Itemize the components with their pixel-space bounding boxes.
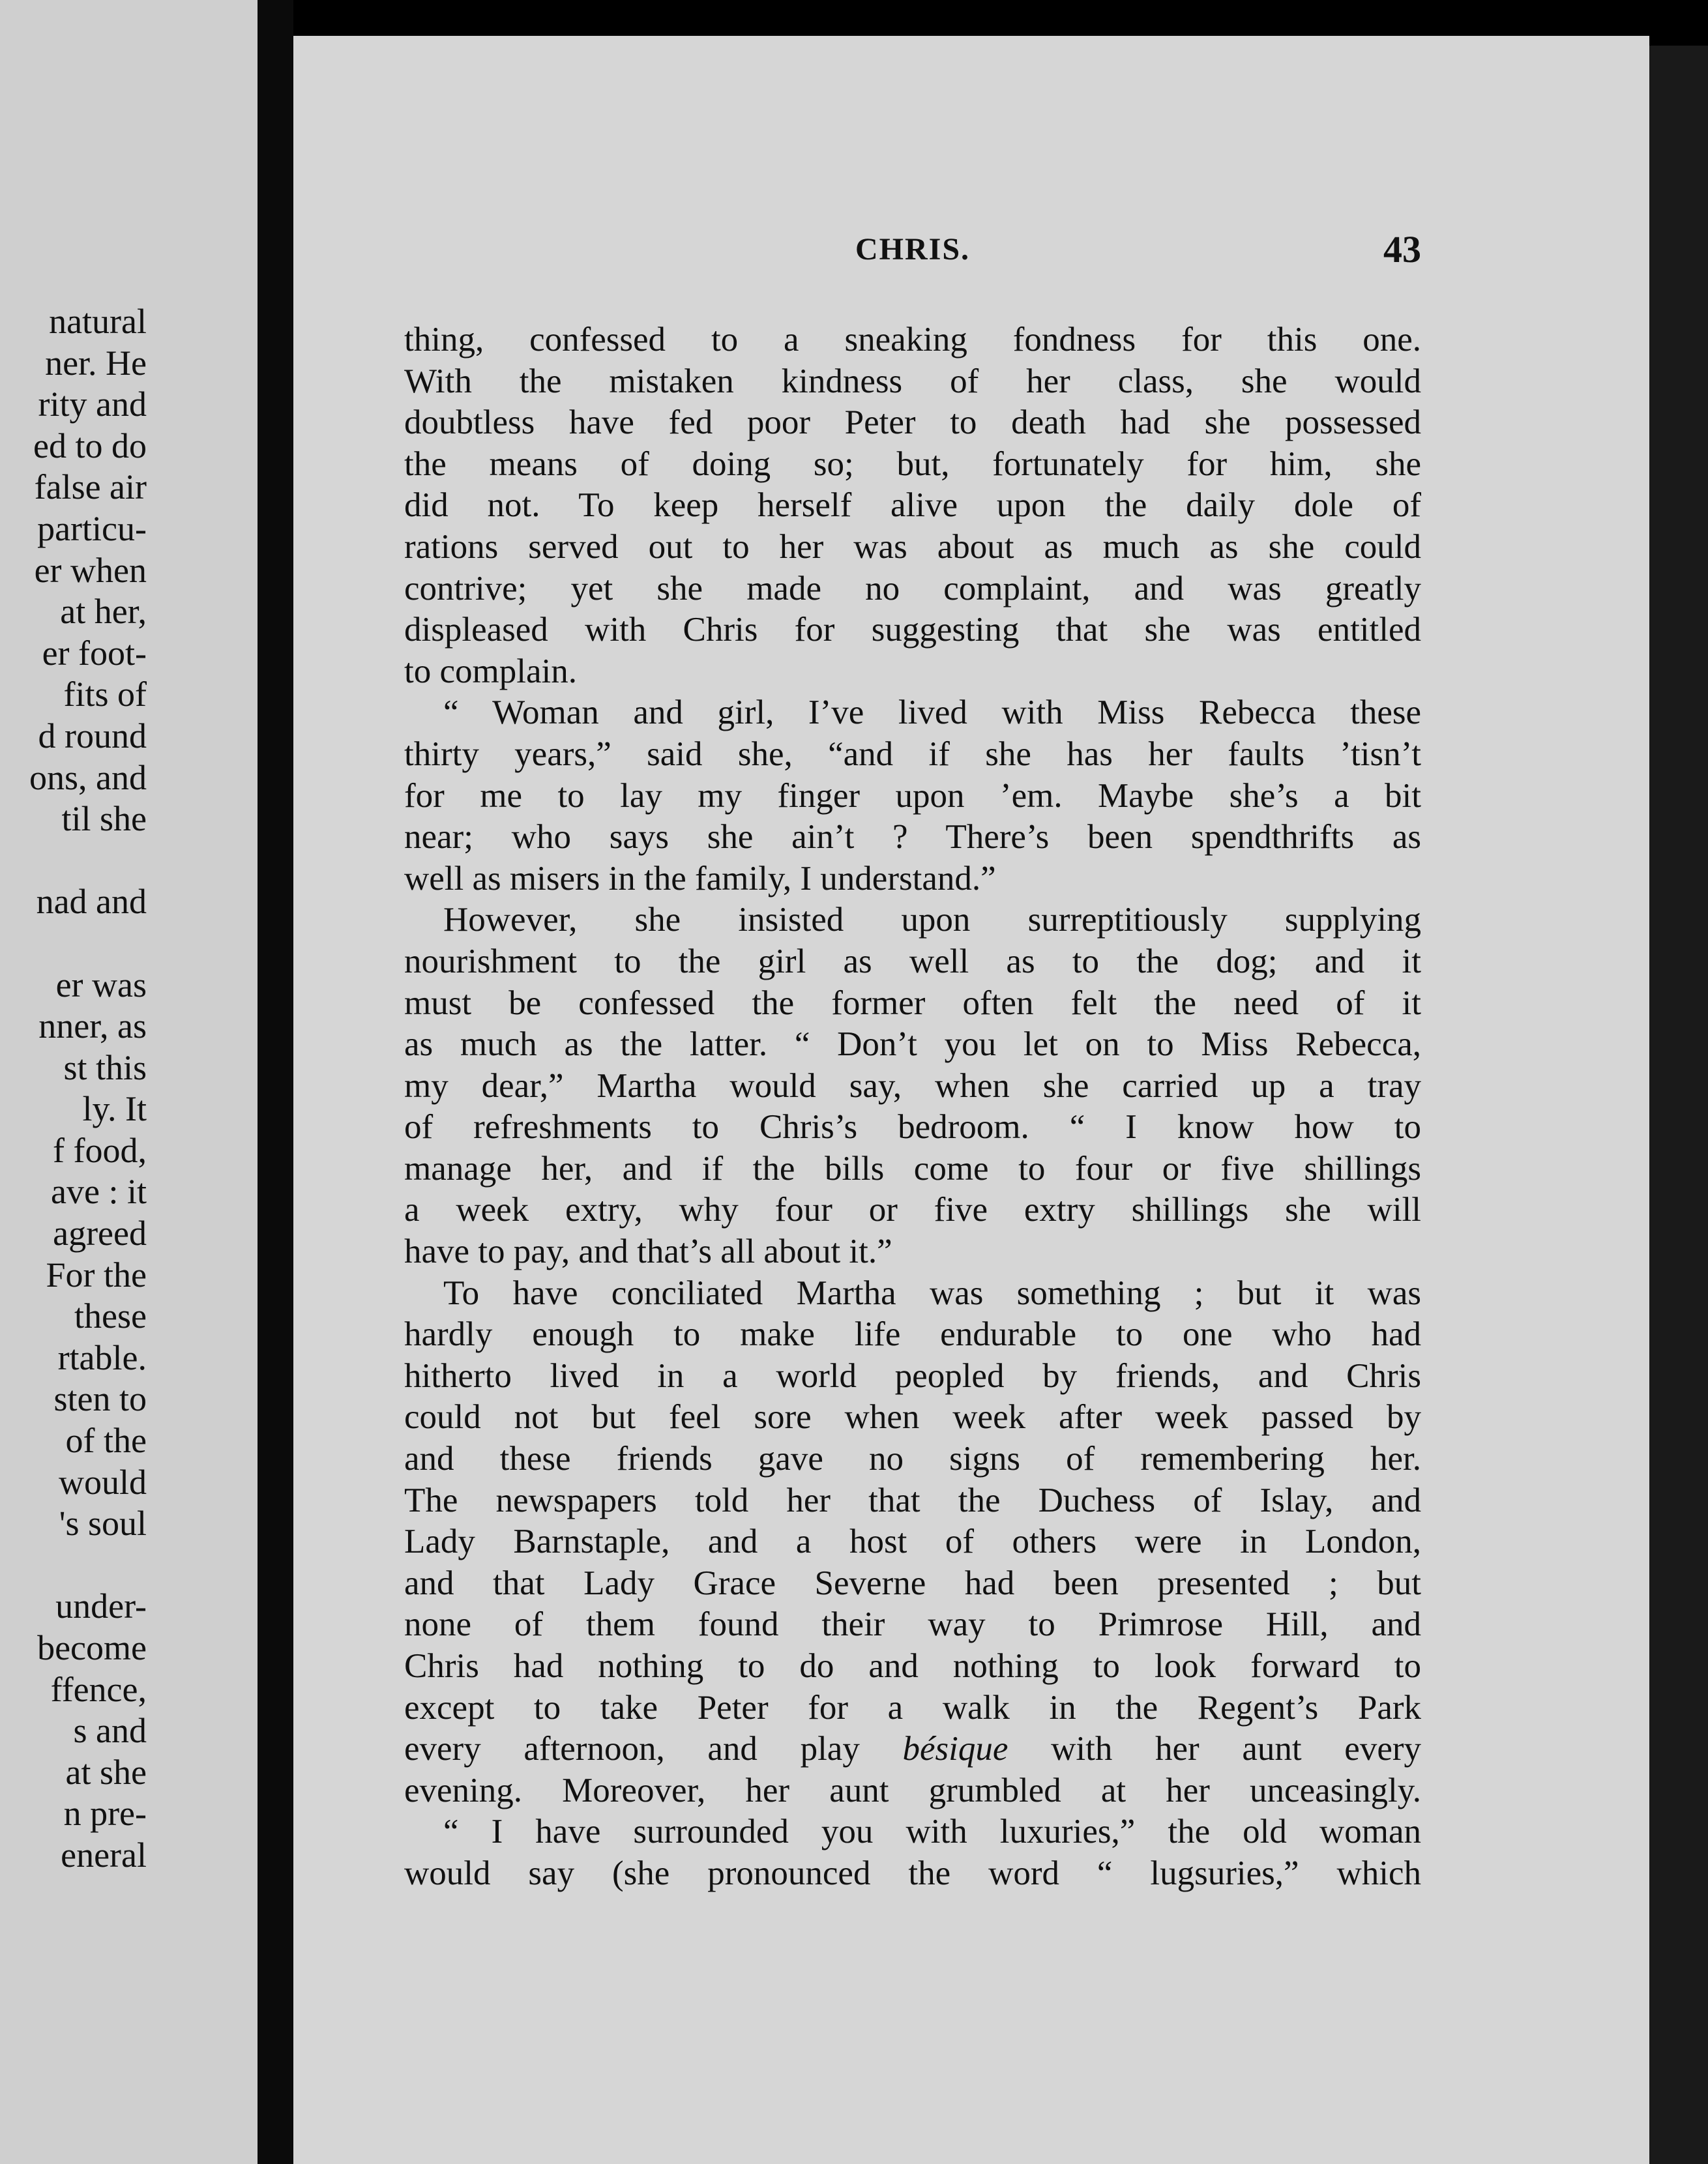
page-number: 43 xyxy=(1383,228,1421,270)
facing-page-line xyxy=(0,923,147,965)
text-line: could not but feel sore when week after week passed by xyxy=(404,1398,1421,1437)
facing-page-line: these xyxy=(74,1296,147,1336)
facing-page-line: nad and xyxy=(36,882,147,922)
italic-term: bésique xyxy=(902,1730,1009,1768)
text-line: for me to lay my finger upon ’em. Maybe she’s a bit xyxy=(404,776,1421,815)
facing-page-line: false air xyxy=(34,467,147,507)
text-line: To have conciliated Martha was something ; but it was xyxy=(443,1274,1421,1312)
text-line xyxy=(404,1729,1421,1770)
facing-page-line: ave : it xyxy=(51,1172,147,1212)
book-gutter xyxy=(258,0,293,2164)
text-segment: every afternoon, and play xyxy=(404,1730,860,1768)
facing-page-line: nner, as xyxy=(38,1006,147,1046)
text-segment: with her aunt every xyxy=(1051,1730,1421,1768)
page-body xyxy=(404,319,1421,1895)
text-line: to complain. xyxy=(404,652,577,690)
text-line: near; who says she ain’t ? There’s been spendthrifts as xyxy=(404,818,1421,856)
facing-page-line: at she xyxy=(65,1752,147,1792)
text-line: rations served out to her was about as much as she could xyxy=(404,527,1421,566)
facing-page-line: ner. He xyxy=(45,343,147,383)
text-line: have to pay, and that’s all about it.” xyxy=(404,1233,892,1271)
facing-page-line: at her, xyxy=(60,592,147,632)
text-line: would say (she pronounced the word “ lugsuries,” which xyxy=(404,1854,1421,1892)
facing-page-line: til she xyxy=(61,799,147,839)
facing-page-line: d round xyxy=(38,716,147,755)
text-line: “ Woman and girl, I’ve lived with Miss Rebecca these xyxy=(443,694,1421,732)
text-line: “ I have surrounded you with luxuries,” the old woman xyxy=(443,1813,1421,1851)
text-line: Chris had nothing to do and nothing to look forward to xyxy=(404,1647,1421,1685)
text-line: and that Lady Grace Severne had been presented ; but xyxy=(404,1564,1421,1602)
facing-page-line: For the xyxy=(46,1255,147,1294)
facing-page-line: particu- xyxy=(37,508,147,548)
text-line: a week extry, why four or five extry shillings she will xyxy=(404,1191,1421,1229)
facing-page-line xyxy=(0,1545,147,1586)
text-line: the means of doing so; but, fortunately for him, she xyxy=(404,445,1421,483)
text-line: of refreshments to Chris’s bedroom. “ I know how to xyxy=(404,1108,1421,1147)
text-line: and these friends gave no signs of remembering her. xyxy=(404,1440,1421,1478)
page-edge xyxy=(1649,46,1708,2164)
page-header xyxy=(404,228,1421,284)
running-title: CHRIS. xyxy=(855,232,971,267)
facing-page-line: st this xyxy=(63,1047,147,1087)
facing-page-line: ly. It xyxy=(82,1089,147,1129)
text-line: However, she insisted upon surreptitiously supplying xyxy=(443,901,1421,939)
facing-page-line: er when xyxy=(34,550,147,590)
facing-page-line: n pre- xyxy=(63,1794,147,1834)
facing-page-line: er was xyxy=(55,965,147,1004)
facing-page-line: sten to xyxy=(53,1379,147,1419)
text-line: none of them found their way to Primrose Hill, and xyxy=(404,1605,1421,1644)
facing-page-line: agreed xyxy=(53,1214,147,1253)
facing-page-line: er foot- xyxy=(42,633,147,673)
facing-page-line: of the xyxy=(65,1421,147,1461)
text-line: thirty years,” said she, “and if she has her faults ’tisn’t xyxy=(404,735,1421,773)
facing-page-line: become xyxy=(37,1628,147,1667)
text-line: thing, confessed to a sneaking fondness for this one. xyxy=(404,321,1421,358)
text-line: must be confessed the former often felt the need of it xyxy=(404,984,1421,1022)
facing-page-line xyxy=(0,840,147,882)
text-line: displeased with Chris for suggesting that she was entitled xyxy=(404,611,1421,649)
text-line: did not. To keep herself alive upon the daily dole of xyxy=(404,486,1421,525)
text-line: Lady Barnstaple, and a host of others were in London, xyxy=(404,1523,1421,1561)
facing-page-line: 's soul xyxy=(59,1504,147,1543)
facing-page-fragment xyxy=(0,0,258,2164)
text-line: hardly enough to make life endurable to one who had xyxy=(404,1315,1421,1354)
facing-page-line: f food, xyxy=(53,1130,147,1170)
text-line: my dear,” Martha would say, when she carried up a tray xyxy=(404,1066,1421,1105)
text-line: contrive; yet she made no complaint, and was greatly xyxy=(404,569,1421,607)
facing-page-line: under- xyxy=(55,1586,147,1626)
facing-page-line: eneral xyxy=(61,1835,147,1875)
text-line: With the mistaken kindness of her class, she would xyxy=(404,362,1421,400)
facing-page-line: ons, and xyxy=(29,757,147,797)
text-line: well as misers in the family, I understand.” xyxy=(404,859,996,898)
text-line: nourishment to the girl as well as to the dog; and it xyxy=(404,942,1421,980)
text-line: doubtless have fed poor Peter to death had she possessed xyxy=(404,403,1421,442)
text-line: The newspapers told her that the Duchess of Islay, and xyxy=(404,1481,1421,1519)
facing-page-line: rtable. xyxy=(57,1338,147,1377)
facing-page-line: natural xyxy=(49,302,147,341)
facing-page-text xyxy=(0,301,147,1877)
facing-page-line: s and xyxy=(73,1711,147,1751)
text-line: as much as the latter. “ Don’t you let on to Miss Rebecca, xyxy=(404,1025,1421,1064)
text-line: except to take Peter for a walk in the Regent’s Park xyxy=(404,1688,1421,1727)
text-line: manage her, and if the bills come to four or five shillings xyxy=(404,1149,1421,1188)
facing-page-line: ffence, xyxy=(50,1669,147,1709)
text-line: hitherto lived in a world peopled by friends, and Chris xyxy=(404,1356,1421,1395)
facing-page-line: would xyxy=(59,1462,147,1502)
facing-page-line: rity and xyxy=(38,385,147,424)
facing-page-line: fits of xyxy=(63,675,147,714)
facing-page-line: ed to do xyxy=(33,426,147,465)
text-line: evening. Moreover, her aunt grumbled at her unceasingly. xyxy=(404,1771,1421,1809)
